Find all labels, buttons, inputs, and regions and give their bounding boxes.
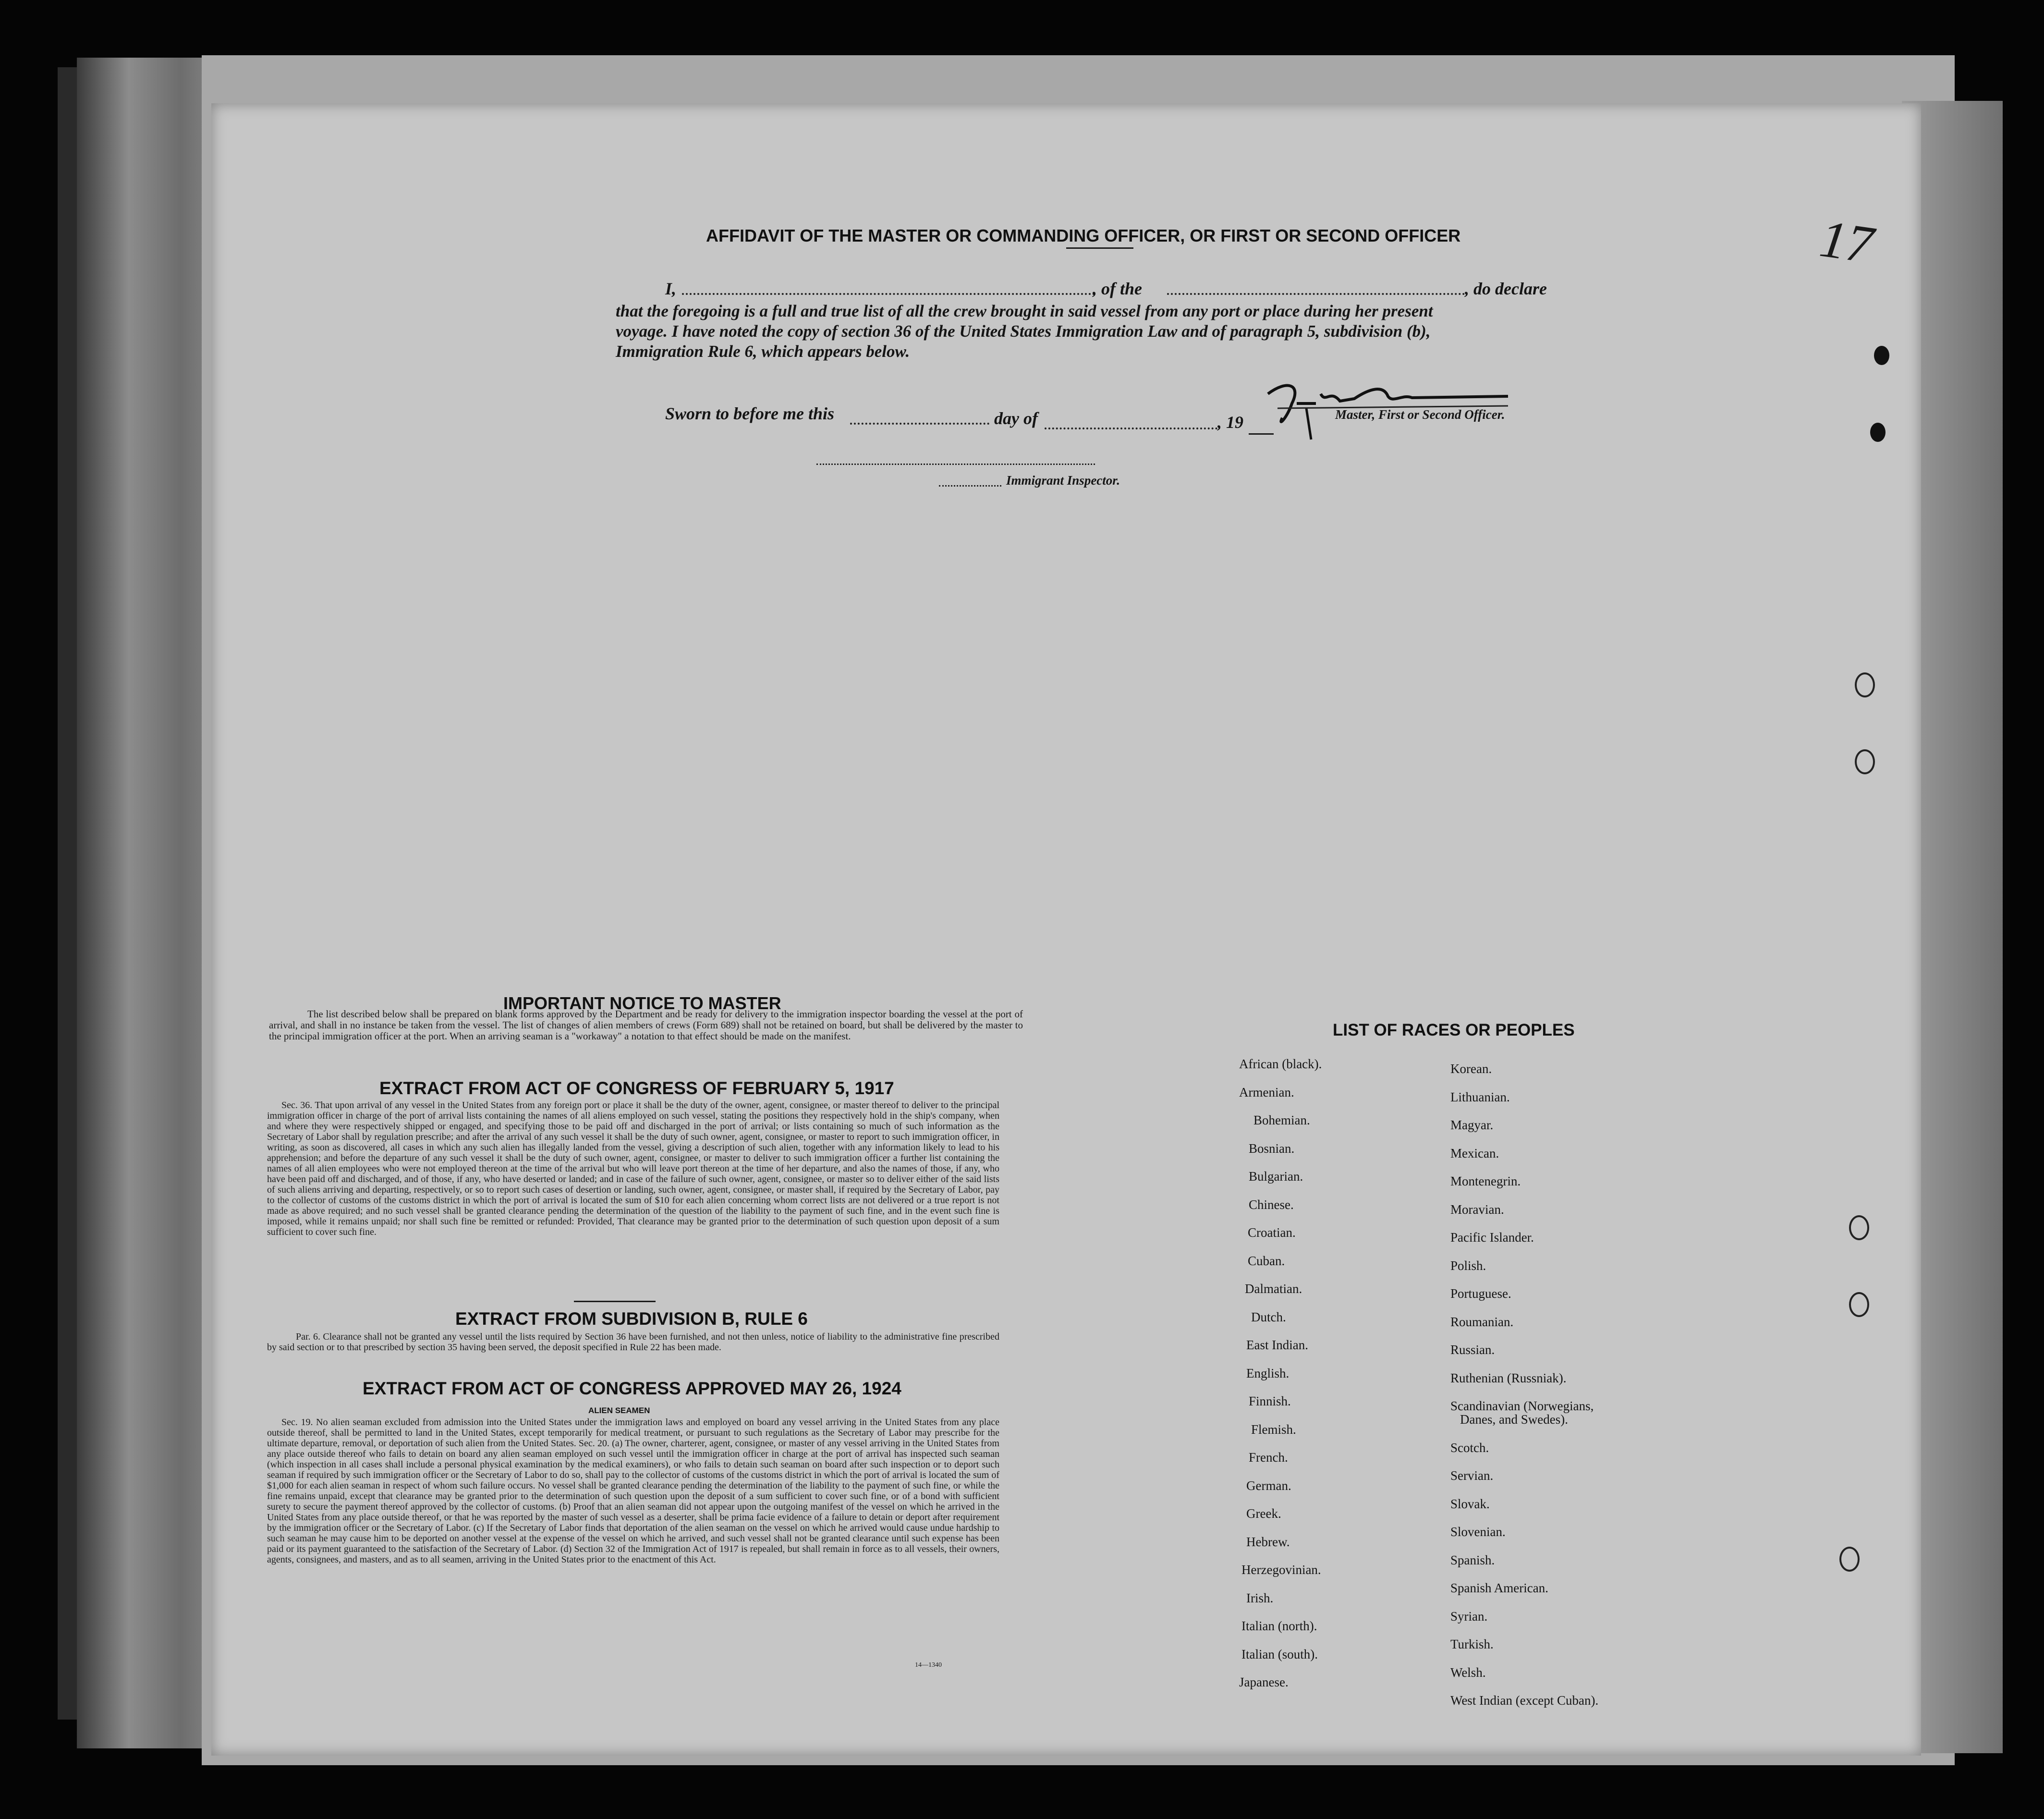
race-list-item: Ruthenian (Russniak). (1450, 1370, 1567, 1385)
inspector-prefix-dots (939, 485, 1001, 487)
punch-hole-icon (1874, 346, 1889, 365)
race-list-item: Armenian. (1239, 1085, 1294, 1099)
race-list-item: Moravian. (1450, 1202, 1504, 1217)
affidavit-line1-mid: , of the (1093, 279, 1142, 298)
race-list-item: Polish. (1450, 1258, 1486, 1273)
form-number: 14—1340 (915, 1661, 942, 1669)
race-list-item: Herzegovinian. (1241, 1563, 1321, 1577)
race-list-item: Cuban. (1248, 1253, 1285, 1268)
race-list-item: Spanish. (1450, 1552, 1495, 1567)
race-list-item: Greek. (1246, 1506, 1281, 1521)
ring-hole-icon (1855, 749, 1875, 774)
race-list-item: Scandinavian (Norwegians, (1450, 1399, 1594, 1413)
race-list-item: Scotch. (1450, 1440, 1489, 1455)
extract-rule6-title: EXTRACT FROM SUBDIVISION B, RULE 6 (455, 1309, 808, 1329)
race-list-item: Portuguese. (1450, 1286, 1511, 1301)
race-list-item: Korean. (1450, 1062, 1492, 1076)
race-list-item: Italian (north). (1241, 1619, 1317, 1633)
ring-hole-icon (1839, 1547, 1860, 1572)
race-list-item: Roumanian. (1450, 1314, 1514, 1329)
extract-rule6-body: Par. 6. Clearance shall not be granted any vessel until the lists required by Section 36 have been furnished, and not then unless, notice of liability to the administrative fine prescribed by said section or to that prescribed by section 35 having been served, the deposit specified in Rule 22 has been made. (267, 1331, 999, 1353)
affidavit-line1-start: I, (665, 279, 677, 298)
year-label: , 19 (1217, 413, 1243, 432)
extract-1917-title: EXTRACT FROM ACT OF CONGRESS OF FEBRUARY 5, 1917 (379, 1078, 894, 1098)
race-list-item: West Indian (except Cuban). (1450, 1693, 1599, 1708)
race-list-item: Bohemian. (1253, 1113, 1310, 1127)
sworn-day-field (850, 423, 989, 425)
race-list-item: Turkish. (1450, 1637, 1494, 1651)
race-list-item: Dutch. (1251, 1309, 1286, 1324)
race-list-item: Russian. (1450, 1343, 1495, 1357)
race-list-item: Croatian. (1248, 1225, 1296, 1240)
ring-hole-icon (1849, 1215, 1869, 1240)
races-title: LIST OF RACES OR PEOPLES (1333, 1021, 1575, 1039)
race-list-item: German. (1246, 1478, 1291, 1493)
immigrant-inspector-label: Immigrant Inspector. (1006, 473, 1120, 488)
extract-1924-subtitle: ALIEN SEAMEN (588, 1406, 650, 1415)
extract-1924-body: Sec. 19. No alien seaman excluded from admission into the United States under the immigration laws and employed on board any vessel arriving in the United States from any place outside thereof, shall be permitted to land in the United States, except temporarily for medical treatment, or pursuant to such regulations as the Secretary of Labor may prescribe for the ultimate departure, removal, or deportation of such alien from the United States. Sec. 20. (a) The owner, charterer, agent, consignee, or master of any vessel arriving in the United States from any place outside thereof who fails to detain on board any alien seaman employed on such vessel until the immigration officer in charge at the port of arrival has inspected such seaman (which inspection in all cases shall include a personal physical examination by the medical examiners), or who fails to detain such seaman on board after such inspection or to deport such seaman if required by such immigration officer or the Secretary of Labor to do so, shall pay to the collector of customs of the customs district in which the port of arrival is located the sum of $1,000 for each alien seaman in respect of whom such failure occurs. No vessel shall be granted clearance pending the determination of the liability to the payment of such fine, or while the fine remains unpaid, except that clearance may be granted prior to the determination of such question upon the deposit of a sum sufficient to cover such fine, or of a bond with sufficient surety to secure the payment thereof approved by the collector of customs. (b) Proof that an alien seaman did not appear upon the outgoing manifest of the vessel on which he arrived in the United States from any place outside thereof, or that he was reported by the master of such vessel as a deserter, shall be prima facie evidence of a failure to detain or deport after requirement by the immigration officer or the Secretary of Labor. (c) If the Secretary of Labor finds that deportation of the alien seaman on the vessel on which he arrived would cause undue hardship to such seaman he may cause him to be deported on another vessel at the expense of the vessel on which he arrived, and such vessel shall not be granted clearance until such expense has been paid or its payment guaranteed to the satisfaction of the Secretary of Labor. (d) Section 32 of the Immigration Act of 1917 is repealed, but shall remain in force as to all vessels, their owners, agents, consignees, and masters, and as to all seamen, arriving in the United States prior to the enactment of this Act. (267, 1417, 999, 1565)
race-list-item: French. (1249, 1450, 1288, 1465)
race-list-item: Magyar. (1450, 1118, 1494, 1132)
race-list-item: English. (1246, 1366, 1290, 1380)
race-list-item: Lithuanian. (1450, 1089, 1510, 1104)
race-list-item: Pacific Islander. (1450, 1230, 1534, 1245)
race-list-item: African (black). (1239, 1057, 1322, 1071)
affidavit-title-rule (1066, 247, 1133, 249)
inspector-signature-field (816, 464, 1095, 465)
notice-body: The list described below shall be prepared on blank forms approved by the Department and be ready for delivery to the immigration inspector boarding the vessel at the port of arrival, and shall in no instance be taken from the vessel. The list of changes of alien members of crews (Form 689) shall not be retained on board, but shall be delivered by the master to the principal immigration officer at the port. When an arriving seaman is a "workaway" a notation to that effect should be made on the manifest. (269, 1008, 1023, 1042)
race-list-item: Danes, and Swedes). (1460, 1412, 1568, 1427)
punch-hole-icon (1870, 423, 1886, 442)
ring-hole-icon (1849, 1292, 1869, 1317)
race-list-item: Finnish. (1249, 1394, 1291, 1408)
race-list-item: Hebrew. (1246, 1534, 1290, 1549)
race-list-item: Flemish. (1251, 1422, 1296, 1437)
race-list-item: Syrian. (1450, 1609, 1488, 1624)
race-list-item: Spanish American. (1450, 1581, 1548, 1595)
race-list-item: Irish. (1246, 1590, 1274, 1605)
day-of-label: day of (994, 409, 1038, 428)
extract-1917-body: Sec. 36. That upon arrival of any vessel in the United States from any foreign port or place it shall be the duty of the owner, agent, consignee, or master thereof to deliver to the principal immigration officer in charge of the port of arrival lists containing the names of all aliens employed on such vessel, stating the positions they respectively hold in the ship's company, when and where they were respectively shipped or engaged, and specifying those to be paid off and discharged in the port of arrival; or lists containing so much of such information as the Secretary of Labor shall by regulation prescribe; and after the arrival of any such vessel it shall be the duty of such owner, agent, consignee, or master to report to such immigration officer, in writing, as soon as discovered, all cases in which any such alien has illegally landed from the vessel, giving a description of such alien, together with any information likely to lead to his apprehension; and before the departure of any such vessel it shall be the duty of such owner, agent, consignee, or master to deliver to such immigration officer a further list containing the names of all alien employees who were not employed thereon at the time of the arrival but who will leave port thereon at the time of her departure, and also the names of those, if any, who have been paid off and discharged, and of those, if any, who have deserted or landed; and in case of the failure of such owner, agent, consignee, or master so to deliver either of the said lists of such aliens arriving and departing, respectively, or so to report such cases of desertion or landing, such owner, agent, consignee, or master shall, if required by the Secretary of Labor, pay to the collector of customs of the customs district in which the port of arrival is located the sum of $10 for each alien concerning whom correct lists are not delivered or a true report is not made as above required; and no such vessel shall be granted clearance pending the determination of the question of the liability to the payment of such fine, and in the event such fine is imposed, while it remains unpaid; nor shall such fine be remitted or refunded: Provided, That clearance may be granted prior to the determination of such question upon deposit of a sum sufficient to cover such fine. (267, 1100, 999, 1237)
race-list-item: Bulgarian. (1249, 1169, 1303, 1184)
race-list-item: Dalmatian. (1245, 1282, 1302, 1296)
handwritten-page-number: 17 (1816, 208, 1877, 275)
race-list-item: Slovak. (1450, 1496, 1490, 1511)
race-list-item: Montenegrin. (1450, 1174, 1521, 1188)
race-list-item: Welsh. (1450, 1665, 1486, 1680)
affidavit-line1-end: , do declare (1465, 279, 1547, 298)
ring-hole-icon (1855, 672, 1875, 697)
race-list-item: Italian (south). (1241, 1647, 1318, 1661)
race-list-item: East Indian. (1246, 1338, 1308, 1352)
sworn-label: Sworn to before me this (665, 404, 835, 423)
extract-1917-rule (574, 1301, 656, 1302)
race-list-item: Slovenian. (1450, 1525, 1506, 1539)
affidavit-line3: voyage. I have noted the copy of section 36 of the United States Immigration Law and of paragraph 5, subdivision (b), (616, 322, 1431, 341)
affidavit-name-field (682, 293, 1095, 295)
race-list-item: Servian. (1450, 1468, 1494, 1483)
master-signature-label: Master, First or Second Officer. (1335, 407, 1505, 422)
affidavit-line4: Immigration Rule 6, which appears below. (616, 342, 910, 361)
affidavit-vessel-field (1167, 293, 1465, 295)
notice-title: IMPORTANT NOTICE TO MASTER (503, 993, 781, 1013)
race-list-item: Chinese. (1249, 1197, 1294, 1212)
race-list-item: Mexican. (1450, 1146, 1499, 1160)
sworn-month-field (1045, 427, 1217, 429)
race-list-item: Bosnian. (1249, 1141, 1295, 1156)
affidavit-title: AFFIDAVIT OF THE MASTER OR COMMANDING OFFICER, OR FIRST OR SECOND OFFICER (706, 226, 1461, 245)
binder-spine (58, 67, 77, 1720)
affidavit-line2: that the foregoing is a full and true list of all the crew brought in said vessel from any port or place during her present (616, 302, 1433, 320)
extract-1924-title: EXTRACT FROM ACT OF CONGRESS APPROVED MAY 26, 1924 (363, 1379, 901, 1398)
race-list-item: Japanese. (1239, 1675, 1289, 1689)
